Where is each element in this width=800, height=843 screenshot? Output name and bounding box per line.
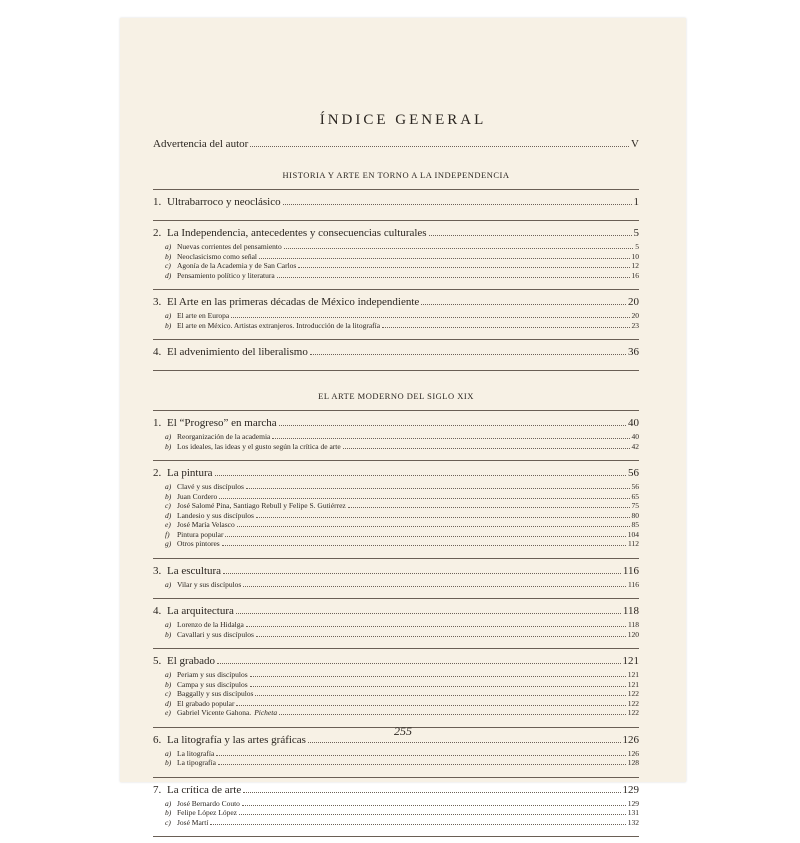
subsection-letter: a) <box>165 311 172 320</box>
dot-leader <box>231 310 629 318</box>
dot-leader <box>236 606 621 614</box>
subsection-page: 112 <box>628 539 639 548</box>
divider-rule <box>153 289 639 290</box>
subsection-title: José María Velasco <box>177 520 235 529</box>
subsection-page: 126 <box>627 748 639 758</box>
subsection-letter: d) <box>165 270 172 280</box>
subsection-letter: b) <box>165 758 172 767</box>
chapter-group <box>153 734 639 772</box>
subsection-title: Periam y sus discípulos <box>177 670 248 679</box>
subsection-title: Nuevas corrientes del pensamiento <box>177 242 282 251</box>
subsection-letter: g) <box>165 539 172 548</box>
chapter-page: 20 <box>628 296 639 308</box>
subsection-page: 65 <box>631 491 639 501</box>
chapter-group <box>153 346 639 365</box>
subsection-entry <box>153 669 639 679</box>
subsection-letter: a) <box>165 748 172 758</box>
subsection-letter: e) <box>165 520 171 529</box>
dot-leader <box>348 500 630 508</box>
divider-rule <box>153 648 639 649</box>
subsection-page: 121 <box>627 679 639 689</box>
dot-leader <box>215 468 626 476</box>
chapter-title: El Arte en las primeras décadas de México independiente <box>167 296 420 308</box>
subsection-page: 122 <box>627 698 639 708</box>
chapter-number: 1. <box>153 196 162 208</box>
subsection-entry <box>153 310 639 320</box>
chapter-title: El advenimiento del liberalismo <box>167 346 308 358</box>
subsection-title: Otros pintores <box>177 539 220 548</box>
advertencia-label: Advertencia del autor <box>153 138 249 150</box>
subsection-title: Neoclasicismo como señal <box>177 251 257 261</box>
subsection-page: 120 <box>627 629 639 639</box>
chapter-page: 126 <box>622 733 639 746</box>
subsection-entry <box>153 688 639 698</box>
subsection-title: El arte en México. Artistas extranjeros. Introducción de la litografía <box>177 320 381 330</box>
dot-leader <box>243 785 620 793</box>
subsection-title: Felipe López López <box>177 808 237 817</box>
subsection-title: Baggally y sus discípulos <box>177 689 254 698</box>
chapter-number: 2. <box>153 467 162 479</box>
chapter-number: 1. <box>153 417 162 429</box>
divider-rule <box>153 410 639 411</box>
dot-leader <box>256 629 626 637</box>
chapter-number: 3. <box>153 296 162 308</box>
chapter-page: 121 <box>622 655 639 667</box>
dot-leader <box>343 441 630 449</box>
dot-leader <box>382 320 629 328</box>
subsection-letter: b) <box>165 491 172 501</box>
subsection-entry <box>153 579 639 589</box>
divider-rule <box>153 598 639 599</box>
dot-leader <box>310 347 626 355</box>
chapter-number: 7. <box>153 783 162 796</box>
subsection-page: 132 <box>627 817 639 827</box>
chapter-number: 6. <box>153 733 162 746</box>
subsection-letter: a) <box>165 242 172 251</box>
subsection-entry <box>153 441 639 451</box>
dot-leader <box>250 139 629 147</box>
chapter-entry <box>153 784 639 798</box>
chapter-group <box>153 417 639 455</box>
subsection-page: 12 <box>631 261 639 270</box>
dot-leader <box>210 817 625 825</box>
part-heading: EL ARTE MODERNO DEL SIGLO XIX <box>318 391 474 401</box>
dot-leader <box>250 669 626 677</box>
chapter-number: 2. <box>153 227 162 239</box>
chapter-group <box>153 605 639 643</box>
subsection-letter: b) <box>165 808 172 817</box>
dot-leader <box>277 270 630 278</box>
subsection-letter: c) <box>165 817 171 827</box>
page-title: ÍNDICE GENERAL <box>319 112 487 128</box>
subsection-entry <box>153 798 639 808</box>
chapter-entry <box>153 605 639 619</box>
chapter-entry <box>153 227 639 241</box>
subsection-entry <box>153 748 639 758</box>
divider-rule <box>153 836 639 837</box>
subsection-page: 122 <box>627 708 639 717</box>
advertencia-page: V <box>631 138 639 150</box>
dot-leader <box>255 688 625 696</box>
chapter-page: 36 <box>628 346 639 358</box>
subsection-entry <box>153 320 639 330</box>
dot-leader <box>421 297 626 305</box>
subsection-entry <box>153 260 639 270</box>
chapter-number: 5. <box>153 655 162 667</box>
page-number: 255 <box>394 724 412 738</box>
subsection-entry <box>153 241 639 251</box>
chapter-title: La litografía y las artes gráficas <box>167 733 306 746</box>
chapter-page: 118 <box>622 605 639 617</box>
subsection-title: Los ideales, las ideas y el gusto según la crítica de arte <box>177 441 341 451</box>
subsection-title: Clavé y sus discípulos <box>177 482 244 491</box>
subsection-letter: a) <box>165 579 172 589</box>
chapter-number: 4. <box>153 346 162 358</box>
subsection-entry <box>153 431 639 441</box>
subsection-title: Agonía de la Academia y de San Carlos <box>177 261 297 270</box>
chapter-entry <box>153 296 639 310</box>
chapter-group <box>153 227 639 284</box>
chapter-group <box>153 296 639 334</box>
dot-leader <box>217 656 621 664</box>
subsection-title: El arte en Europa <box>177 311 230 320</box>
subsection-title: Cavallari y sus discípulos <box>177 629 254 639</box>
subsection-page: 10 <box>631 251 639 261</box>
chapter-page: 40 <box>628 417 639 429</box>
subsection-entry <box>153 519 639 529</box>
subsection-page: 75 <box>631 501 639 510</box>
subsection-letter: f) <box>165 529 170 539</box>
dot-leader <box>225 529 625 537</box>
subsection-entry <box>153 807 639 817</box>
chapter-title: La escultura <box>167 564 222 577</box>
subsection-page: 118 <box>628 620 639 629</box>
divider-rule <box>153 558 639 559</box>
subsection-page: 131 <box>627 808 639 817</box>
dot-leader <box>279 707 626 715</box>
subsection-title: Juan Cordero <box>177 491 218 501</box>
subsection-entry <box>153 619 639 629</box>
subsection-letter: c) <box>165 689 171 698</box>
dot-leader <box>246 481 630 489</box>
dot-leader <box>298 260 629 268</box>
subsection-entry <box>153 629 639 639</box>
subsection-letter: c) <box>165 261 171 270</box>
spacer <box>153 377 639 391</box>
chapter-title: La pintura <box>167 467 213 479</box>
subsection-page: 104 <box>627 529 639 539</box>
dot-leader <box>272 431 629 439</box>
chapter-group <box>153 196 639 215</box>
chapter-page: 129 <box>622 783 639 796</box>
subsection-entry <box>153 679 639 689</box>
subsection-letter: c) <box>165 501 171 510</box>
subsection-page: 5 <box>635 242 639 251</box>
chapter-title: El “Progreso” en marcha <box>167 417 277 429</box>
chapter-page: 116 <box>622 564 639 577</box>
subsection-page: 40 <box>631 432 639 441</box>
chapter-entry <box>153 417 639 431</box>
subsection-entry <box>153 757 639 767</box>
subsection-letter: a) <box>165 798 172 808</box>
subsection-title: Pensamiento político y literatura <box>177 270 275 280</box>
dot-leader <box>429 228 632 236</box>
subsection-entry <box>153 500 639 510</box>
subsection-title: Reorganización de la academia <box>177 432 271 441</box>
subsection-page: 121 <box>627 670 639 679</box>
subsection-title: José Bernardo Couto <box>177 798 240 808</box>
subsection-title: José Martí <box>177 817 209 827</box>
subsection-page: 80 <box>631 510 639 520</box>
chapter-entry <box>153 655 639 669</box>
chapter-group <box>153 784 639 832</box>
divider-rule <box>153 370 639 371</box>
subsection-entry <box>153 251 639 261</box>
dot-leader <box>243 579 626 587</box>
dot-leader <box>216 748 625 756</box>
divider-rule <box>153 339 639 340</box>
subsection-page: 85 <box>631 520 639 529</box>
dot-leader <box>236 698 625 706</box>
subsection-entry <box>153 481 639 491</box>
chapter-group <box>153 655 639 722</box>
subsection-letter: a) <box>165 620 172 629</box>
dot-leader <box>242 798 626 806</box>
subsection-entry <box>153 817 639 827</box>
chapter-entry <box>153 565 639 579</box>
subsection-entry <box>153 707 639 717</box>
subsection-entry <box>153 491 639 501</box>
dot-leader <box>256 510 630 518</box>
subsection-page: 16 <box>631 270 639 280</box>
chapter-number: 4. <box>153 605 162 617</box>
subsection-page: 42 <box>631 441 639 451</box>
dot-leader <box>246 619 626 627</box>
subsection-letter: d) <box>165 698 172 708</box>
part-heading: HISTORIA Y ARTE EN TORNO A LA INDEPENDENCIA <box>282 170 510 180</box>
subsection-page: 122 <box>627 689 639 698</box>
subsection-page: 20 <box>631 311 639 320</box>
subsection-letter: b) <box>165 441 172 451</box>
chapter-title: El grabado <box>167 655 215 667</box>
subsection-page: 56 <box>631 482 639 491</box>
subsection-title: Landesio y sus discípulos <box>177 510 254 520</box>
chapter-title: La arquitectura <box>167 605 234 617</box>
book-page <box>120 18 686 827</box>
dot-leader <box>218 757 626 765</box>
advertencia-entry <box>153 138 639 156</box>
subsection-letter: d) <box>165 510 172 520</box>
subsection-title: José Salomé Pina, Santiago Rebull y Felipe S. Gutiérrez <box>177 501 346 510</box>
subsection-page: 128 <box>627 758 639 767</box>
dot-leader <box>259 251 630 259</box>
subsection-entry <box>153 538 639 548</box>
subsection-page: 129 <box>627 798 639 808</box>
dot-leader <box>237 519 630 527</box>
chapter-page: 56 <box>628 467 639 479</box>
subsection-letter: b) <box>165 629 172 639</box>
chapter-group <box>153 565 639 594</box>
chapter-page: 5 <box>633 227 639 239</box>
subsection-entry <box>153 270 639 280</box>
chapter-title: La crítica de arte <box>167 783 242 796</box>
subsection-entry <box>153 529 639 539</box>
chapter-group <box>153 467 639 553</box>
dot-leader <box>223 566 621 574</box>
subsection-letter: a) <box>165 432 172 441</box>
chapter-title: Ultrabarroco y neoclásico <box>167 196 281 208</box>
divider-rule <box>153 220 639 221</box>
subsection-title: El grabado popular <box>177 698 235 708</box>
divider-rule <box>153 460 639 461</box>
dot-leader <box>239 807 626 815</box>
subsection-letter: b) <box>165 251 172 261</box>
subsection-title: Vilar y sus discípulos <box>177 579 242 589</box>
subsection-entry <box>153 510 639 520</box>
dot-leader <box>219 491 629 499</box>
subsection-page: 23 <box>631 320 639 330</box>
divider-rule <box>153 189 639 190</box>
divider-rule <box>153 777 639 778</box>
dot-leader <box>279 418 626 426</box>
subsection-entry <box>153 698 639 708</box>
spacer <box>153 156 639 170</box>
subsection-letter: e) <box>165 708 171 717</box>
subsection-title: Campa y sus discípulos <box>177 679 248 689</box>
chapter-title: La Independencia, antecedentes y consecuencias culturales <box>167 227 427 239</box>
subsection-title: La litografía <box>177 748 215 758</box>
chapter-page: 1 <box>633 196 639 208</box>
subsection-title: Lorenzo de la Hidalga <box>177 620 244 629</box>
dot-leader <box>222 538 626 546</box>
subsection-title: La tipografía <box>177 758 216 767</box>
dot-leader <box>250 679 626 687</box>
subsection-title-italic: Picheta <box>254 708 278 717</box>
chapter-entry <box>153 467 639 481</box>
chapter-entry <box>153 346 639 360</box>
dot-leader <box>284 241 633 249</box>
subsection-title: Pintura popular <box>177 529 224 539</box>
subsection-letter: b) <box>165 679 172 689</box>
chapter-entry <box>153 196 639 210</box>
dot-leader <box>283 197 632 205</box>
subsection-letter: a) <box>165 670 172 679</box>
subsection-letter: a) <box>165 482 172 491</box>
subsection-title: Gabriel Vicente Gahona. <box>177 708 252 717</box>
subsection-letter: b) <box>165 320 172 330</box>
chapter-number: 3. <box>153 564 162 577</box>
subsection-page: 116 <box>628 579 639 589</box>
